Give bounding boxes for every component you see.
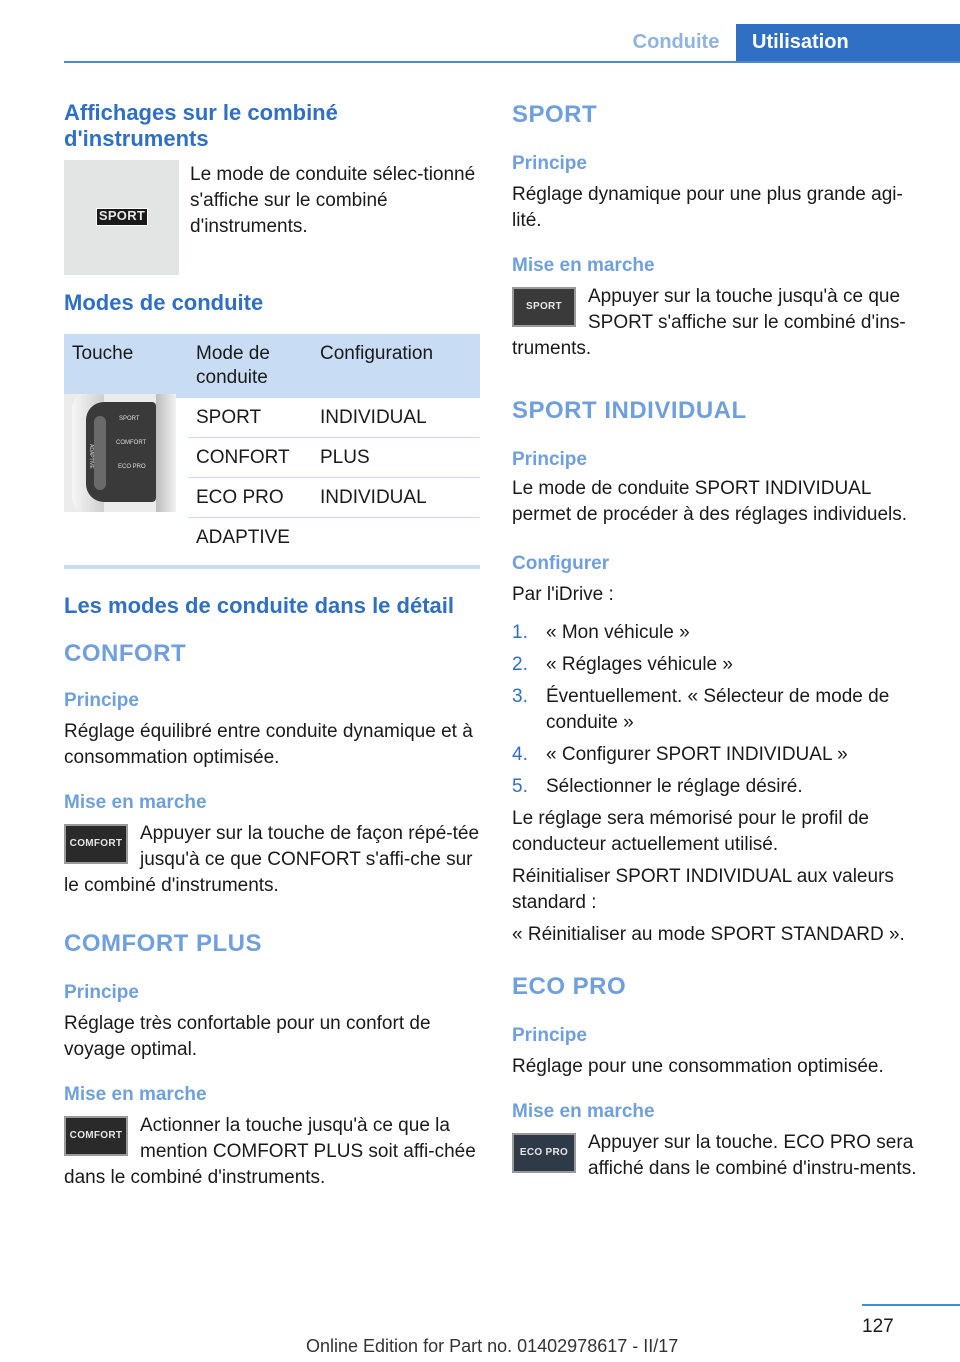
switch-rocker — [94, 416, 106, 490]
eco-pro-marche-text: Appuyer sur la touche. ECO PRO sera affiché dans le combiné d'instru-ments. — [588, 1132, 917, 1179]
memo-text: Le réglage sera mémorisé pour le profil de conducteur actuellement utilisé. — [512, 808, 869, 855]
step-number: 1. — [512, 622, 528, 643]
step-number: 4. — [512, 744, 528, 765]
table-header-cell: Touche — [64, 334, 188, 398]
step-text: « Configurer SPORT INDIVIDUAL » — [546, 744, 848, 765]
sport-principe-heading: Principe — [512, 153, 587, 174]
sport-individual-principe-text: Le mode de conduite SPORT INDIVIDUAL permet de procéder à des réglages individuels. — [512, 478, 908, 525]
comfort-key-icon: COMFORT — [64, 824, 128, 864]
eco-pro-title: ECO PRO — [512, 973, 627, 1000]
comfort-plus-marche-block — [64, 1113, 480, 1191]
step-text: Sélectionner le réglage désiré. — [546, 776, 803, 797]
step-text: « Réglages véhicule » — [546, 654, 733, 675]
switch-label: ECO PRO — [118, 464, 146, 470]
header-rule — [64, 61, 960, 63]
comfort-plus-title: COMFORT PLUS — [64, 930, 262, 957]
sport-principe-text: Réglage dynamique pour une plus grande agi-lité. — [512, 184, 903, 231]
detail-heading: Les modes de conduite dans le détail — [64, 593, 454, 618]
config-steps-list — [512, 620, 928, 800]
switch-label: SPORT — [119, 416, 140, 422]
eco-pro-marche-block — [512, 1130, 928, 1182]
sport-marche-heading: Mise en marche — [512, 255, 655, 276]
footer-edition: Online Edition for Part no. 01402978617 - II/17 — [306, 1336, 679, 1356]
comfort-plus-principe-heading: Principe — [64, 982, 139, 1003]
eco-pro-principe-text: Réglage pour une consommation optimisée. — [512, 1056, 884, 1077]
list-item — [512, 774, 928, 800]
confort-title: CONFORT — [64, 640, 187, 667]
step-text: « Mon véhicule » — [546, 622, 690, 643]
eco-pro-key-icon: ECO PRO — [512, 1133, 576, 1173]
switch-label: COMFORT — [116, 440, 147, 446]
confort-marche-text: Appuyer sur la touche de façon répé-tée jusqu'à ce que CONFORT s'affi-che sur le combiné d'instruments. — [64, 823, 480, 896]
list-item — [512, 684, 928, 736]
comfort-plus-principe-text: Réglage très confortable pour un confort de voyage optimal. — [64, 1013, 431, 1060]
table-row — [64, 398, 480, 438]
modes-heading: Modes de conduite — [64, 290, 264, 315]
list-item — [512, 620, 928, 646]
list-item — [512, 742, 928, 768]
table-cell: PLUS — [312, 438, 480, 478]
table-header-row — [64, 334, 480, 398]
eco-pro-principe-heading: Principe — [512, 1025, 587, 1046]
step-number: 2. — [512, 654, 528, 675]
switch-image-cell — [64, 398, 188, 557]
modes-table — [64, 334, 480, 557]
sport-display-label: SPORT — [96, 208, 148, 226]
display-block — [64, 160, 480, 280]
sport-title: SPORT — [512, 101, 598, 128]
sport-marche-text: Appuyer sur la touche jusqu'à ce que SPORT s'affiche sur le combiné d'ins-truments. — [512, 286, 906, 359]
table-cell: CONFORT — [188, 438, 312, 478]
table-header-cell: Configuration — [312, 334, 480, 398]
right-column — [512, 100, 928, 1182]
table-cell: SPORT — [188, 398, 312, 438]
confort-marche-heading: Mise en marche — [64, 792, 207, 813]
comfort-plus-marche-text: Actionner la touche jusqu'à ce que la mention COMFORT PLUS soit affi-chée dans le combiné d'instruments. — [64, 1115, 476, 1188]
step-number: 3. — [512, 686, 528, 707]
configurer-heading: Configurer — [512, 553, 610, 574]
step-text: Éventuellement. « Sélecteur de mode de conduite » — [546, 686, 890, 733]
table-cell: ADAPTIVE — [196, 526, 290, 548]
switch-edge — [156, 394, 176, 512]
reset-text: Réinitialiser SPORT INDIVIDUAL aux valeurs standard : — [512, 866, 894, 913]
table-cell: ECO PRO — [188, 478, 312, 518]
display-text: Le mode de conduite sélec-tionné s'affiche sur le combiné d'instruments. — [190, 164, 476, 237]
eco-pro-marche-heading: Mise en marche — [512, 1101, 655, 1122]
confort-principe-heading: Principe — [64, 690, 139, 711]
table-cell — [312, 518, 480, 558]
sport-key-icon: SPORT — [512, 287, 576, 327]
table-cell: INDIVIDUAL — [312, 398, 480, 438]
comfort-plus-marche-heading: Mise en marche — [64, 1084, 207, 1105]
confort-marche-block — [64, 821, 480, 901]
header-active-tab: Utilisation — [736, 24, 960, 61]
sport-marche-block — [512, 284, 928, 362]
table-bottom-rule — [64, 565, 480, 569]
page-number: 127 — [862, 1316, 894, 1337]
footer-rule — [862, 1304, 960, 1306]
table-header-cell: Mode de conduite — [188, 334, 312, 398]
left-column — [64, 100, 480, 1191]
list-item — [512, 652, 928, 678]
mode-switch-image — [64, 394, 176, 512]
reset-action-text: « Réinitialiser au mode SPORT STANDARD ». — [512, 924, 905, 945]
sport-individual-principe-heading: Principe — [512, 449, 587, 470]
display-heading: Affichages sur le combiné d'instruments — [64, 100, 338, 151]
switch-label: ADAPTIVE — [88, 444, 94, 469]
step-number: 5. — [512, 776, 528, 797]
header-section-tab: Conduite — [632, 31, 720, 53]
confort-principe-text: Réglage équilibré entre conduite dynamique et à consommation optimisée. — [64, 721, 473, 768]
comfort-plus-key-icon: COMFORT — [64, 1116, 128, 1156]
table-cell: INDIVIDUAL — [312, 478, 480, 518]
sport-individual-title: SPORT INDIVIDUAL — [512, 397, 747, 424]
cluster-display-image — [64, 160, 179, 275]
idrive-text: Par l'iDrive : — [512, 584, 614, 605]
